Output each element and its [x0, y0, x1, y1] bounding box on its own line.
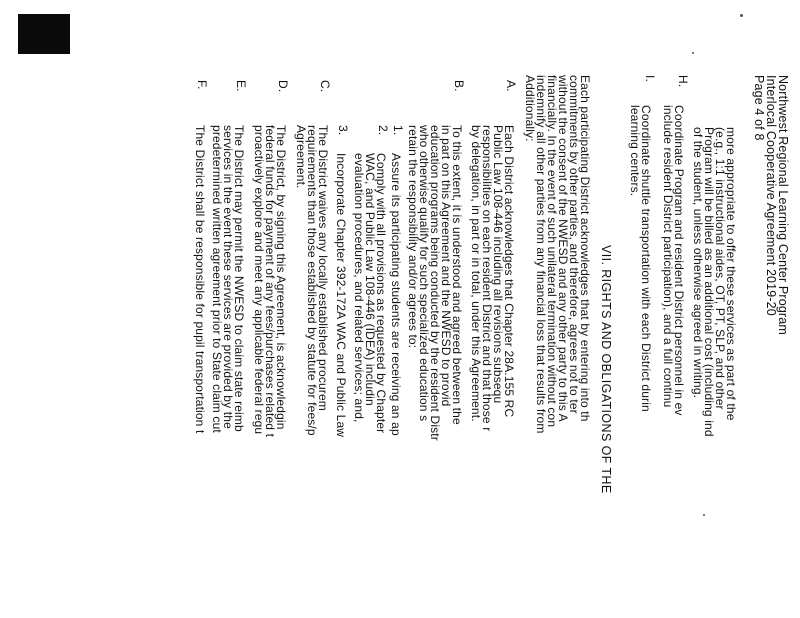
item-h-text: Coordinate Program and resident District personnel in ev [672, 105, 686, 416]
item-h-text: include resident District participation), and a full continu [661, 105, 675, 408]
item-b-letter: B. [452, 80, 466, 92]
item-c-text: Agreement. [294, 125, 308, 189]
item-e-text: The District may permit the NWESD to claim state reimb [232, 125, 246, 432]
continuation-text: (e.g., 1:1 instructional aides, OT, PT, SLP, and other [713, 127, 727, 410]
rotated-document-text [190, 75, 800, 618]
item-e-letter: E. [234, 80, 248, 92]
section-vii-heading: VII. RIGHTS AND OBLIGATIONS OF THE [599, 245, 613, 494]
item-a-text: Public Law 108-446 including all revisions subsequ [491, 125, 505, 404]
item-a-letter: A. [504, 80, 518, 92]
document-header-title: Northwest Regional Learning Center Program [776, 75, 790, 335]
intro-paragraph: commitments by other parties, and therefore, agrees not to ter [567, 75, 581, 414]
continuation-text: Program will be billed as an additional cost (including ind [702, 127, 716, 437]
item-e-text: services in the event these services are provided by the [221, 125, 235, 429]
intro-paragraph: Each participating District acknowledges that by entering into th [578, 75, 592, 422]
sub-item-1-text: Assure its participating students are receiving an ap [389, 153, 403, 436]
sub-item-3-text: Incorporate Chapter 392-172A WAC and Public Law [334, 153, 348, 438]
item-b-text: who otherwise qualify for such specialized education s [417, 125, 431, 422]
item-f-letter: F. [195, 80, 209, 90]
item-i-text: learning centers. [628, 105, 642, 197]
item-e-text: predetermined written agreement prior to State claim cut [210, 125, 224, 433]
item-d-text: The District, by signing this Agreement, is acknowledgin [274, 125, 288, 430]
item-f-text: The District shall be responsible for pupil transportation t [193, 125, 207, 434]
item-i-text: Coordinate shuttle transportation with each District durin [639, 105, 653, 412]
item-b-text: education programs being conducted by the resident Distr [428, 125, 442, 441]
sub-item-2-text: Comply with all provisions as requested by Chapter [374, 153, 388, 434]
item-a-text: by delegation, in part or in total, under this Agreement. [469, 125, 483, 422]
intro-paragraph: indemnify all other parties from any financial loss that results from [534, 75, 548, 434]
item-c-text: The District waives any locally established procurem [316, 125, 330, 411]
black-redaction-tab [18, 14, 70, 54]
sub-item-1-number: 1. [391, 125, 405, 136]
intro-paragraph: without the consent of the NWESD and any other party to this A [556, 75, 570, 422]
item-c-letter: C. [318, 80, 332, 93]
continuation-text: more appropriate to offer these services as part of the [724, 127, 738, 421]
continuation-text: of the student, unless otherwise agreed in writing. [691, 127, 705, 399]
page-number: Page 4 of 8 [752, 75, 766, 141]
scan-speck [740, 14, 743, 17]
item-d-text: federal funds for payment of any fees/purchases related t [263, 125, 277, 438]
item-b-text: To this extent, it is understood and agreed between the [450, 125, 464, 425]
item-d-text: proactively explore and meet any applicable federal regu [252, 125, 266, 435]
item-a-text: Each District acknowledges that Chapter 28A.155 RC [502, 125, 516, 418]
document-header-subtitle: Interlocal Cooperative Agreement 2019-20 [764, 75, 778, 316]
item-h-letter: H. [676, 75, 690, 88]
item-d-letter: D. [276, 80, 290, 93]
sub-item-3-number: 3. [336, 125, 350, 136]
item-c-text: requirements than those established by statute for fees/p [305, 125, 319, 436]
sub-item-2-text: WAC, and Public Law 108-446 (IDEA) includin [363, 153, 377, 406]
item-b-text: retain the responsibility and/or agrees to: [406, 125, 420, 349]
item-i-letter: I. [643, 75, 657, 82]
intro-paragraph: financially. In the event of such unilateral termination without con [545, 75, 559, 428]
intro-paragraph: Additionally: [523, 75, 537, 142]
sub-item-2-text: evaluation procedures, and related services; and, [352, 153, 366, 423]
scan-speck [692, 52, 694, 54]
item-b-text: in part on this Agreement and the NWESD to provid [439, 125, 453, 407]
sub-item-2-number: 2. [376, 125, 390, 136]
item-a-text: responsibilities on each resident District and that those r [480, 125, 494, 432]
